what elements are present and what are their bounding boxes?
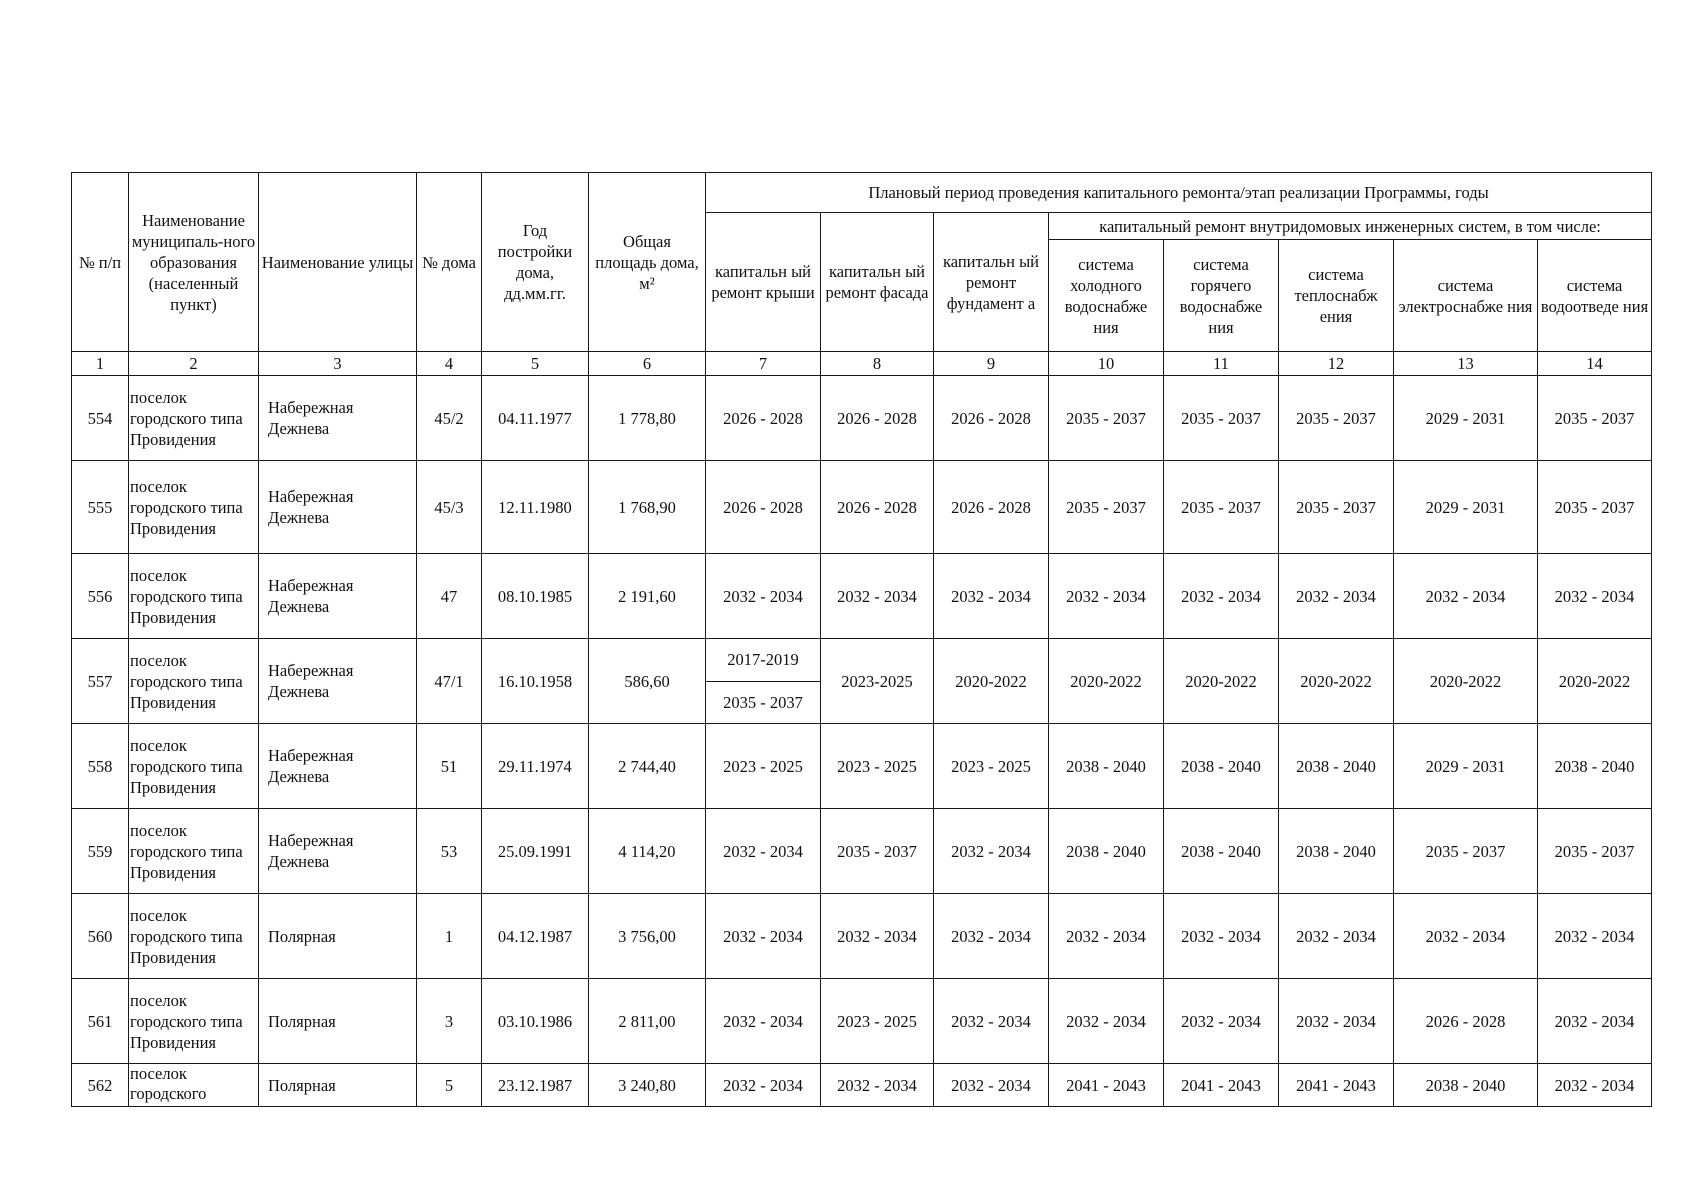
- cell-year: 16.10.1958: [482, 639, 589, 724]
- table-row: [72, 1064, 1652, 1107]
- column-number: 10: [1049, 352, 1164, 376]
- cell-house: 53: [417, 809, 482, 894]
- cell-year: 04.11.1977: [482, 376, 589, 461]
- cell-hot-water: 2032 - 2034: [1164, 894, 1279, 979]
- table-row: [72, 639, 1652, 724]
- cell-cold-water: 2032 - 2034: [1049, 894, 1164, 979]
- cell-heating: 2041 - 2043: [1279, 1064, 1394, 1107]
- cell-electric: 2035 - 2037: [1394, 809, 1538, 894]
- cell-facade: 2035 - 2037: [821, 809, 934, 894]
- column-number: 12: [1279, 352, 1394, 376]
- cell-heating: 2032 - 2034: [1279, 894, 1394, 979]
- cell-street: Набережная Дежнева: [259, 724, 417, 809]
- column-number: 6: [589, 352, 706, 376]
- cell-cold-water: 2038 - 2040: [1049, 724, 1164, 809]
- column-number: 3: [259, 352, 417, 376]
- cell-cold-water: 2035 - 2037: [1049, 461, 1164, 554]
- cell-facade: 2026 - 2028: [821, 376, 934, 461]
- cell-heating: 2038 - 2040: [1279, 724, 1394, 809]
- column-numbers-row: [72, 352, 1652, 376]
- cell-num: 556: [72, 554, 129, 639]
- cell-area: 2 744,40: [589, 724, 706, 809]
- cell-foundation: 2032 - 2034: [934, 809, 1049, 894]
- cell-drainage: 2035 - 2037: [1538, 461, 1652, 554]
- cell-num: 559: [72, 809, 129, 894]
- cell-area: 586,60: [589, 639, 706, 724]
- cell-num: 561: [72, 979, 129, 1064]
- cell-foundation: 2032 - 2034: [934, 894, 1049, 979]
- column-number: 5: [482, 352, 589, 376]
- table-row: [72, 979, 1652, 1064]
- cell-settlement: поселок городского типа Провидения: [129, 554, 259, 639]
- cell-roof-split: [706, 639, 821, 724]
- cell-street: Набережная Дежнева: [259, 639, 417, 724]
- table-row: [72, 461, 1652, 554]
- cell-house: 3: [417, 979, 482, 1064]
- cell-settlement: поселок городского типа Провидения: [129, 809, 259, 894]
- cell-street: Набережная Дежнева: [259, 461, 417, 554]
- cell-drainage: 2032 - 2034: [1538, 979, 1652, 1064]
- cell-settlement: поселок городского: [129, 1064, 259, 1107]
- cell-hot-water: 2035 - 2037: [1164, 376, 1279, 461]
- cell-heating: 2035 - 2037: [1279, 461, 1394, 554]
- cell-foundation: 2032 - 2034: [934, 1064, 1049, 1107]
- column-number: 11: [1164, 352, 1279, 376]
- header-municipality: Наименование муниципаль-ного образования (населенный пункт): [129, 173, 259, 352]
- cell-house: 5: [417, 1064, 482, 1107]
- cell-area: 2 811,00: [589, 979, 706, 1064]
- cell-heating: 2035 - 2037: [1279, 376, 1394, 461]
- cell-settlement: поселок городского типа Провидения: [129, 979, 259, 1064]
- cell-foundation: 2032 - 2034: [934, 554, 1049, 639]
- column-number: 2: [129, 352, 259, 376]
- cell-cold-water: 2020-2022: [1049, 639, 1164, 724]
- cell-settlement: поселок городского типа Провидения: [129, 376, 259, 461]
- cell-cold-water: 2032 - 2034: [1049, 979, 1164, 1064]
- cell-drainage: 2032 - 2034: [1538, 554, 1652, 639]
- header-street: Наименование улицы: [259, 173, 417, 352]
- cell-facade: 2032 - 2034: [821, 894, 934, 979]
- cell-cold-water: 2038 - 2040: [1049, 809, 1164, 894]
- column-number: 7: [706, 352, 821, 376]
- cell-area: 1 778,80: [589, 376, 706, 461]
- cell-electric: 2020-2022: [1394, 639, 1538, 724]
- cell-heating: 2038 - 2040: [1279, 809, 1394, 894]
- cell-electric: 2029 - 2031: [1394, 376, 1538, 461]
- column-number: 1: [72, 352, 129, 376]
- column-number: 14: [1538, 352, 1652, 376]
- cell-facade: 2023 - 2025: [821, 724, 934, 809]
- cell-num: 557: [72, 639, 129, 724]
- cell-foundation: 2032 - 2034: [934, 979, 1049, 1064]
- table-row: [72, 809, 1652, 894]
- header-engineering-systems: капитальный ремонт внутридомовых инженерных систем, в том числе:: [1049, 213, 1652, 240]
- cell-street: Набережная Дежнева: [259, 376, 417, 461]
- table-header: [72, 173, 1652, 376]
- cell-foundation: 2026 - 2028: [934, 376, 1049, 461]
- cell-street: Полярная: [259, 1064, 417, 1107]
- header-electric: система электроснабже ния: [1394, 240, 1538, 352]
- cell-num: 554: [72, 376, 129, 461]
- cell-year: 29.11.1974: [482, 724, 589, 809]
- cell-roof: 2026 - 2028: [706, 376, 821, 461]
- cell-roof: 2032 - 2034: [706, 1064, 821, 1107]
- cell-house: 45/3: [417, 461, 482, 554]
- cell-hot-water: 2032 - 2034: [1164, 979, 1279, 1064]
- cell-year: 03.10.1986: [482, 979, 589, 1064]
- cell-year: 04.12.1987: [482, 894, 589, 979]
- cell-settlement: поселок городского типа Провидения: [129, 639, 259, 724]
- cell-house: 45/2: [417, 376, 482, 461]
- cell-area: 4 114,20: [589, 809, 706, 894]
- cell-house: 51: [417, 724, 482, 809]
- cell-heating: 2020-2022: [1279, 639, 1394, 724]
- header-facade: капитальн ый ремонт фасада: [821, 213, 934, 352]
- cell-drainage: 2035 - 2037: [1538, 809, 1652, 894]
- cell-year: 23.12.1987: [482, 1064, 589, 1107]
- cell-facade: 2026 - 2028: [821, 461, 934, 554]
- cell-electric: 2032 - 2034: [1394, 554, 1538, 639]
- cell-drainage: 2032 - 2034: [1538, 894, 1652, 979]
- column-number: 13: [1394, 352, 1538, 376]
- table-row: [72, 376, 1652, 461]
- cell-hot-water: 2020-2022: [1164, 639, 1279, 724]
- header-heating: система теплоснабж ения: [1279, 240, 1394, 352]
- header-area: Общая площадь дома, м²: [589, 173, 706, 352]
- cell-street: Набережная Дежнева: [259, 554, 417, 639]
- header-foundation: капитальн ый ремонт фундамент а: [934, 213, 1049, 352]
- cell-electric: 2029 - 2031: [1394, 461, 1538, 554]
- capital-repair-table-sheet: [71, 172, 1651, 1107]
- cell-heating: 2032 - 2034: [1279, 554, 1394, 639]
- cell-house: 47/1: [417, 639, 482, 724]
- cell-year: 25.09.1991: [482, 809, 589, 894]
- cell-hot-water: 2038 - 2040: [1164, 724, 1279, 809]
- header-hot-water: система горячего водоснабже ния: [1164, 240, 1279, 352]
- table-body: [72, 376, 1652, 1107]
- cell-hot-water: 2038 - 2040: [1164, 809, 1279, 894]
- header-cold-water: система холодного водоснабже ния: [1049, 240, 1164, 352]
- cell-facade: 2032 - 2034: [821, 554, 934, 639]
- cell-street: Полярная: [259, 894, 417, 979]
- cell-roof: 2032 - 2034: [706, 809, 821, 894]
- cell-roof: 2032 - 2034: [706, 554, 821, 639]
- cell-year: 08.10.1985: [482, 554, 589, 639]
- header-planned-period: Плановый период проведения капитального ремонта/этап реализации Программы, годы: [706, 173, 1652, 213]
- table-row: [72, 554, 1652, 639]
- cell-hot-water: 2041 - 2043: [1164, 1064, 1279, 1107]
- cell-facade: 2023 - 2025: [821, 979, 934, 1064]
- column-number: 8: [821, 352, 934, 376]
- cell-facade: 2023-2025: [821, 639, 934, 724]
- cell-cold-water: 2035 - 2037: [1049, 376, 1164, 461]
- cell-foundation: 2020-2022: [934, 639, 1049, 724]
- cell-num: 562: [72, 1064, 129, 1107]
- cell-electric: 2032 - 2034: [1394, 894, 1538, 979]
- cell-roof-first: 2017-2019: [706, 639, 820, 682]
- cell-roof: 2023 - 2025: [706, 724, 821, 809]
- cell-settlement: поселок городского типа Провидения: [129, 461, 259, 554]
- column-number: 4: [417, 352, 482, 376]
- cell-area: 3 756,00: [589, 894, 706, 979]
- cell-hot-water: 2035 - 2037: [1164, 461, 1279, 554]
- cell-facade: 2032 - 2034: [821, 1064, 934, 1107]
- header-num: № п/п: [72, 173, 129, 352]
- cell-electric: 2026 - 2028: [1394, 979, 1538, 1064]
- cell-year: 12.11.1980: [482, 461, 589, 554]
- cell-foundation: 2026 - 2028: [934, 461, 1049, 554]
- header-house: № дома: [417, 173, 482, 352]
- cell-num: 560: [72, 894, 129, 979]
- cell-heating: 2032 - 2034: [1279, 979, 1394, 1064]
- cell-roof: 2026 - 2028: [706, 461, 821, 554]
- cell-street: Набережная Дежнева: [259, 809, 417, 894]
- cell-house: 1: [417, 894, 482, 979]
- header-year: Год постройки дома, дд.мм.гг.: [482, 173, 589, 352]
- cell-foundation: 2023 - 2025: [934, 724, 1049, 809]
- table-row: [72, 724, 1652, 809]
- cell-settlement: поселок городского типа Провидения: [129, 894, 259, 979]
- cell-electric: 2038 - 2040: [1394, 1064, 1538, 1107]
- cell-roof: 2032 - 2034: [706, 979, 821, 1064]
- cell-street: Полярная: [259, 979, 417, 1064]
- cell-area: 2 191,60: [589, 554, 706, 639]
- cell-cold-water: 2032 - 2034: [1049, 554, 1164, 639]
- cell-hot-water: 2032 - 2034: [1164, 554, 1279, 639]
- cell-roof: 2032 - 2034: [706, 894, 821, 979]
- header-drainage: система водоотведе ния: [1538, 240, 1652, 352]
- cell-drainage: 2020-2022: [1538, 639, 1652, 724]
- cell-num: 555: [72, 461, 129, 554]
- cell-drainage: 2035 - 2037: [1538, 376, 1652, 461]
- cell-cold-water: 2041 - 2043: [1049, 1064, 1164, 1107]
- table-row: [72, 894, 1652, 979]
- cell-num: 558: [72, 724, 129, 809]
- cell-roof-second: 2035 - 2037: [723, 692, 803, 712]
- cell-drainage: 2038 - 2040: [1538, 724, 1652, 809]
- cell-drainage: 2032 - 2034: [1538, 1064, 1652, 1107]
- capital-repair-table: [71, 172, 1652, 1107]
- cell-settlement: поселок городского типа Провидения: [129, 724, 259, 809]
- cell-house: 47: [417, 554, 482, 639]
- cell-area: 1 768,90: [589, 461, 706, 554]
- cell-electric: 2029 - 2031: [1394, 724, 1538, 809]
- cell-area: 3 240,80: [589, 1064, 706, 1107]
- header-roof: капитальн ый ремонт крыши: [706, 213, 821, 352]
- column-number: 9: [934, 352, 1049, 376]
